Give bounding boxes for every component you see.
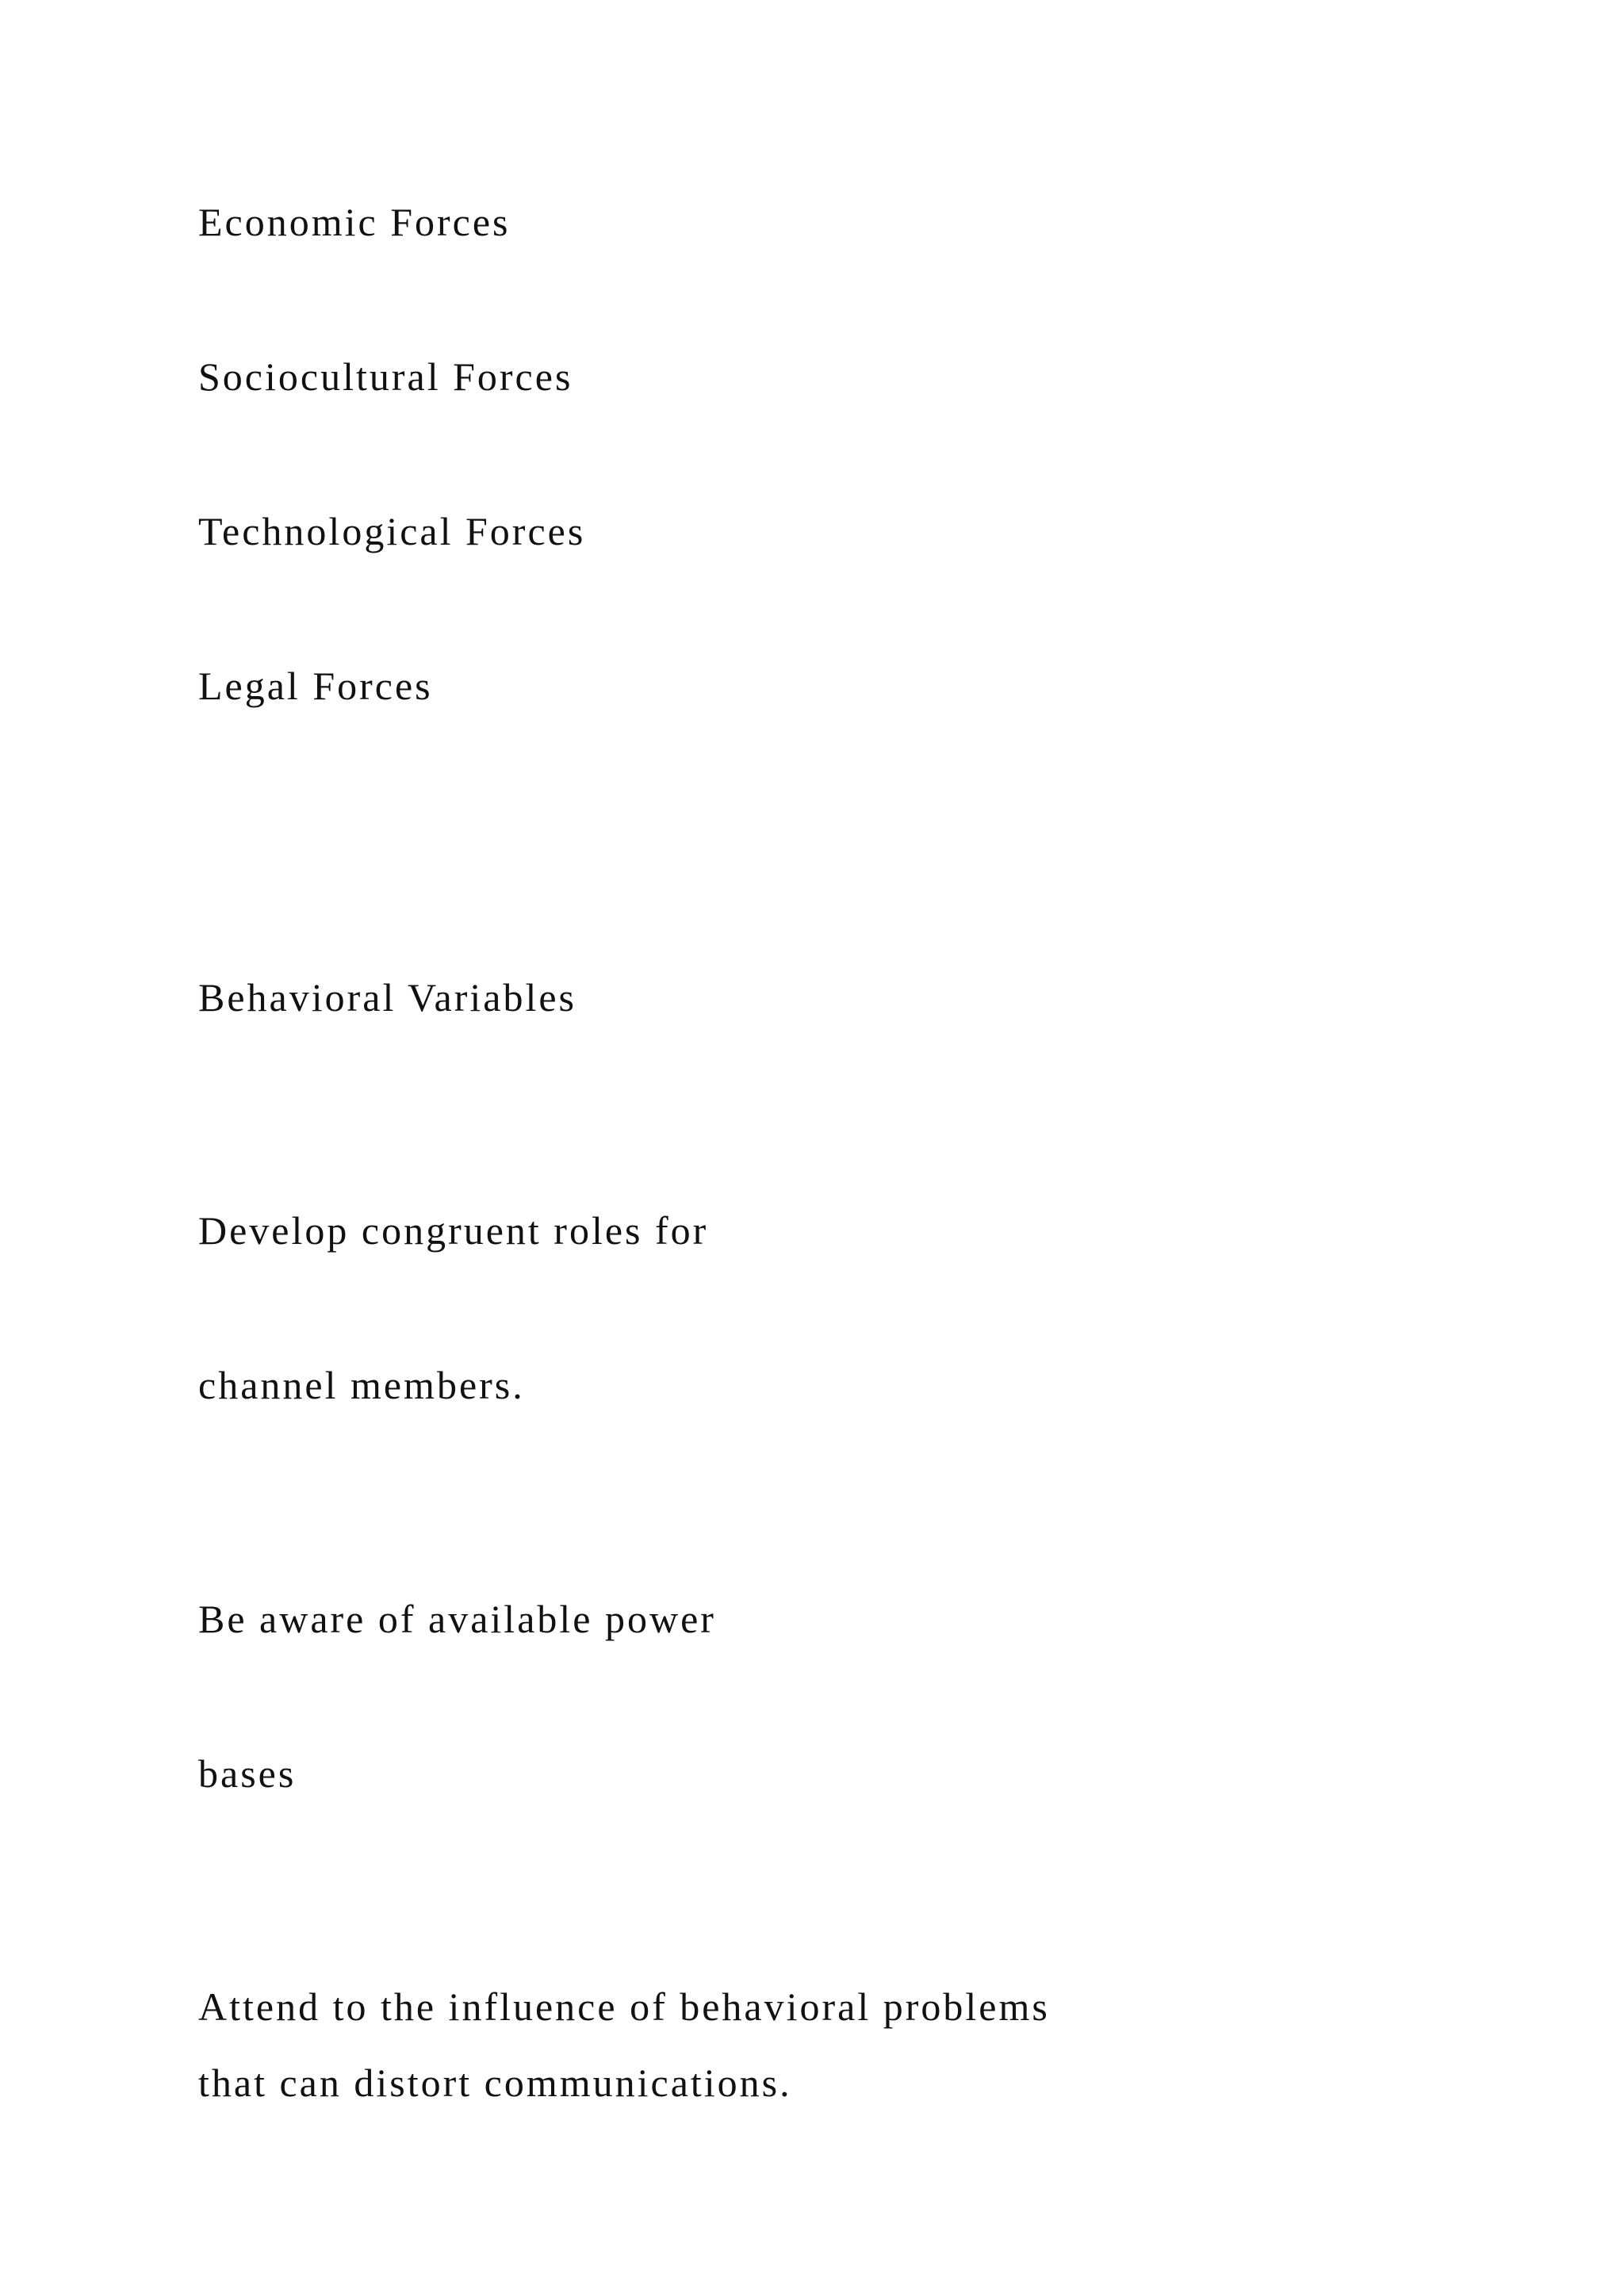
text-line-behavioral-variables: Behavioral Variables — [198, 975, 576, 1020]
text-line-available-power: Be aware of available power — [198, 1597, 716, 1641]
text-line-bases: bases — [198, 1751, 297, 1796]
text-line-technological-forces: Technological Forces — [198, 509, 586, 553]
text-line-legal-forces: Legal Forces — [198, 664, 433, 708]
text-line-channel-members: channel members. — [198, 1363, 525, 1407]
text-line-develop-congruent-roles: Develop congruent roles for — [198, 1208, 709, 1253]
text-line-attend-influence: Attend to the influence of behavioral problems — [198, 1984, 1050, 2029]
text-line-economic-forces: Economic Forces — [198, 200, 511, 244]
text-line-sociocultural-forces: Sociocultural Forces — [198, 354, 573, 399]
text-line-distort-communications: that can distort communications. — [198, 2061, 792, 2105]
